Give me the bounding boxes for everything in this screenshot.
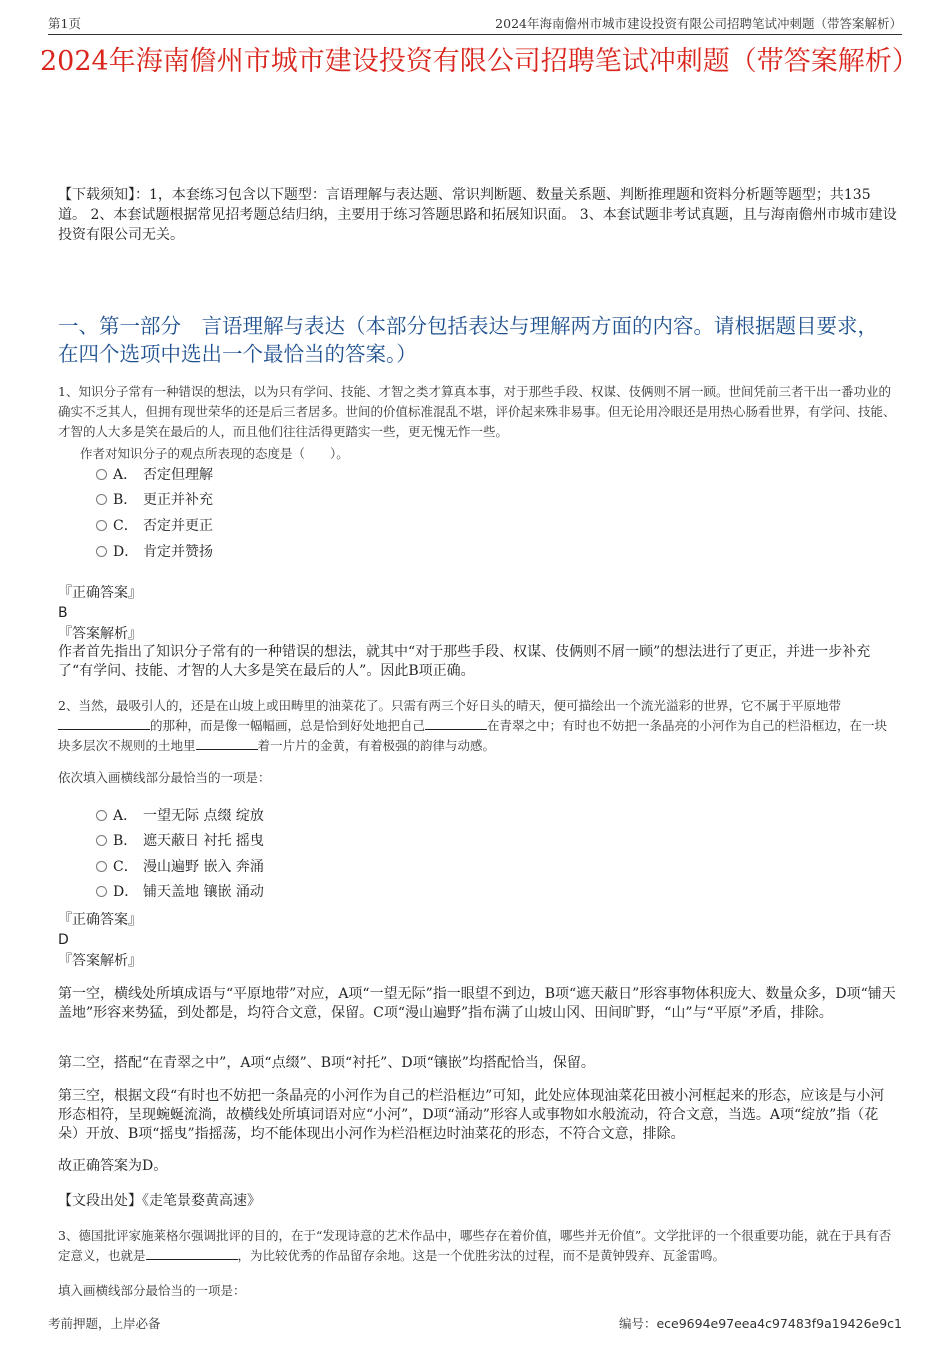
q2-option-d[interactable]: D． 铺天盖地 镶嵌 涌动: [96, 882, 264, 902]
document-title: 2024年海南儋州市城市建设投资有限公司招聘笔试冲刺题（带答案解析）: [40, 46, 919, 77]
fill-blank: [425, 716, 487, 730]
q2-stem: 2、当然，最吸引人的，还是在山坡上或田畴里的油菜花了。只需有两三个好日头的晴天，便可描绘出一个流光溢彩的世界，它不属于平原地带的那种，而是像一幅幅画，总是恰到好处地把自己 在青翠之中；有时也不妨把一条晶亮的小河作为自己的栏沿框边，在一块块多层次不规则的土地里 着一片片的金黄，有着极强的韵律与动感。: [58, 698, 888, 753]
download-notice: 【下载须知】：1，本套练习包含以下题型：言语理解与表达题、常识判断题、数量关系题、判断推理题和资料分析题等题型；共135道。 2、本套试题根据常见招考题总结归纳，主要用于练习答题思路和拓展知识面。 3、本套试题非考试真题，且与海南儋州市城市建设投资有限公司无关。: [58, 187, 897, 243]
radio-icon[interactable]: [96, 494, 107, 505]
fill-blank: [146, 1246, 238, 1260]
q2-option-b[interactable]: B． 遮天蔽日 衬托 摇曳: [96, 831, 264, 851]
q2-answer: D: [58, 932, 69, 948]
q2-option-a[interactable]: A． 一望无际 点缀 绽放: [96, 806, 264, 826]
header-doc-title: 2024年海南儋州市城市建设投资有限公司招聘笔试冲刺题（带答案解析）: [495, 16, 902, 31]
footer-slogan: 考前押题，上岸必备: [48, 1316, 161, 1331]
q2-analysis-label: 『答案解析』: [58, 953, 142, 969]
fill-blank: [196, 736, 258, 750]
q3-question: 填入画横线部分最恰当的一项是：: [58, 1283, 246, 1298]
q1-option-b[interactable]: B． 更正并补充: [96, 490, 213, 510]
footer-code: 编号：ece9694e97eea4c97483f9a19426e9c1: [618, 1316, 902, 1331]
q1-answer: B: [58, 605, 68, 621]
q2-analysis-para-3: 第三空，根据文段“有时也不妨把一条晶亮的小河作为自己的栏沿框边”可知，此处应体现油菜花田被小河框起来的形态，应该是与小河形态相符，呈现蜿蜒流淌，故横线处所填词语对应“小河”，D项“涌动”形容人或事物如水般流动，符合文意，当选。A项“绽放”指（花朵）开放、B项“摇曳”指摇荡，均不能体现出小河作为栏沿框边时油菜花的形态，不符合文意，排除。: [58, 1088, 885, 1142]
radio-icon[interactable]: [96, 546, 107, 557]
q1-option-d[interactable]: D． 肯定并赞扬: [96, 542, 213, 562]
q2-answer-label: 『正确答案』: [58, 912, 142, 928]
q2-analysis-para-1: 第一空，横线处所填成语与“平原地带”对应，A项“一望无际”指一眼望不到边，B项“遮天蔽日”形容事物体积庞大、数量众多，D项“铺天盖地”形容来势猛，到处都是，均符合文意，保留。C项“漫山遍野”指布满了山坡山冈、田间旷野，“山”与“平原”矛盾，排除。: [58, 986, 896, 1021]
q2-question: 依次填入画横线部分最恰当的一项是：: [58, 770, 271, 785]
q1-answer-label: 『正确答案』: [58, 585, 142, 601]
section-title: 一、第一部分 言语理解与表达（本部分包括表达与理解两方面的内容。请根据题目要求，在四个选项中选出一个最恰当的答案。）: [58, 314, 878, 366]
radio-icon[interactable]: [96, 810, 107, 821]
q1-question: 作者对知识分子的观点所表现的态度是（ ）。: [80, 446, 349, 461]
q2-option-c[interactable]: C． 漫山遍野 嵌入 奔涌: [96, 857, 264, 877]
q2-source: 【文段出处】《走笔景婺黄高速》: [58, 1193, 261, 1209]
radio-icon[interactable]: [96, 861, 107, 872]
radio-icon[interactable]: [96, 469, 107, 480]
q1-analysis: 作者首先指出了知识分子常有的一种错误的想法，就其中“对于那些手段、权谋、伎俩则不屑一顾”的想法进行了更正，并进一步补充了“有学问、技能、才智的人大多是笑在最后的人”。因此B项正确。: [58, 644, 871, 679]
radio-icon[interactable]: [96, 520, 107, 531]
page-number: 第1页: [48, 16, 81, 31]
q2-analysis-para-2: 第二空，搭配“在青翠之中”，A项“点缀”、B项“衬托”、D项“镶嵌”均搭配恰当，保留。: [58, 1055, 595, 1071]
q1-analysis-label: 『答案解析』: [58, 626, 142, 642]
radio-icon[interactable]: [96, 835, 107, 846]
fill-blank: [58, 716, 150, 730]
q1-option-c[interactable]: C． 否定并更正: [96, 516, 213, 536]
q3-stem: 3、德国批评家施莱格尔强调批评的目的，在于“发现诗意的艺术作品中，哪些存在着价值，哪些并无价值”。文学批评的一个很重要功能，就在于具有否定意义，也就是 ，为比较优秀的作品留存余地。这是一个优胜劣汰的过程，而不是黄钟毁弃、瓦釜雷鸣。: [58, 1228, 892, 1263]
radio-icon[interactable]: [96, 886, 107, 897]
q2-analysis-para-4: 故正确答案为D。: [58, 1158, 168, 1174]
q1-stem: 1、知识分子常有一种错误的想法，以为只有学问、技能、才智之类才算真本事，对于那些手段、权谋、伎俩则不屑一顾。世间凭前三者干出一番功业的确实不乏其人，但拥有现世荣华的还是后三者居多。世间的价值标准混乱不堪，评价起来殊非易事。但无论用冷眼还是用热心肠看世界，有学问、技能、才智的人大多是笑在最后的人，而且他们往往活得更踏实一些，更无愧无怍一些。: [58, 384, 896, 439]
q1-option-a[interactable]: A． 否定但理解: [96, 465, 213, 485]
page-header: [48, 14, 902, 35]
